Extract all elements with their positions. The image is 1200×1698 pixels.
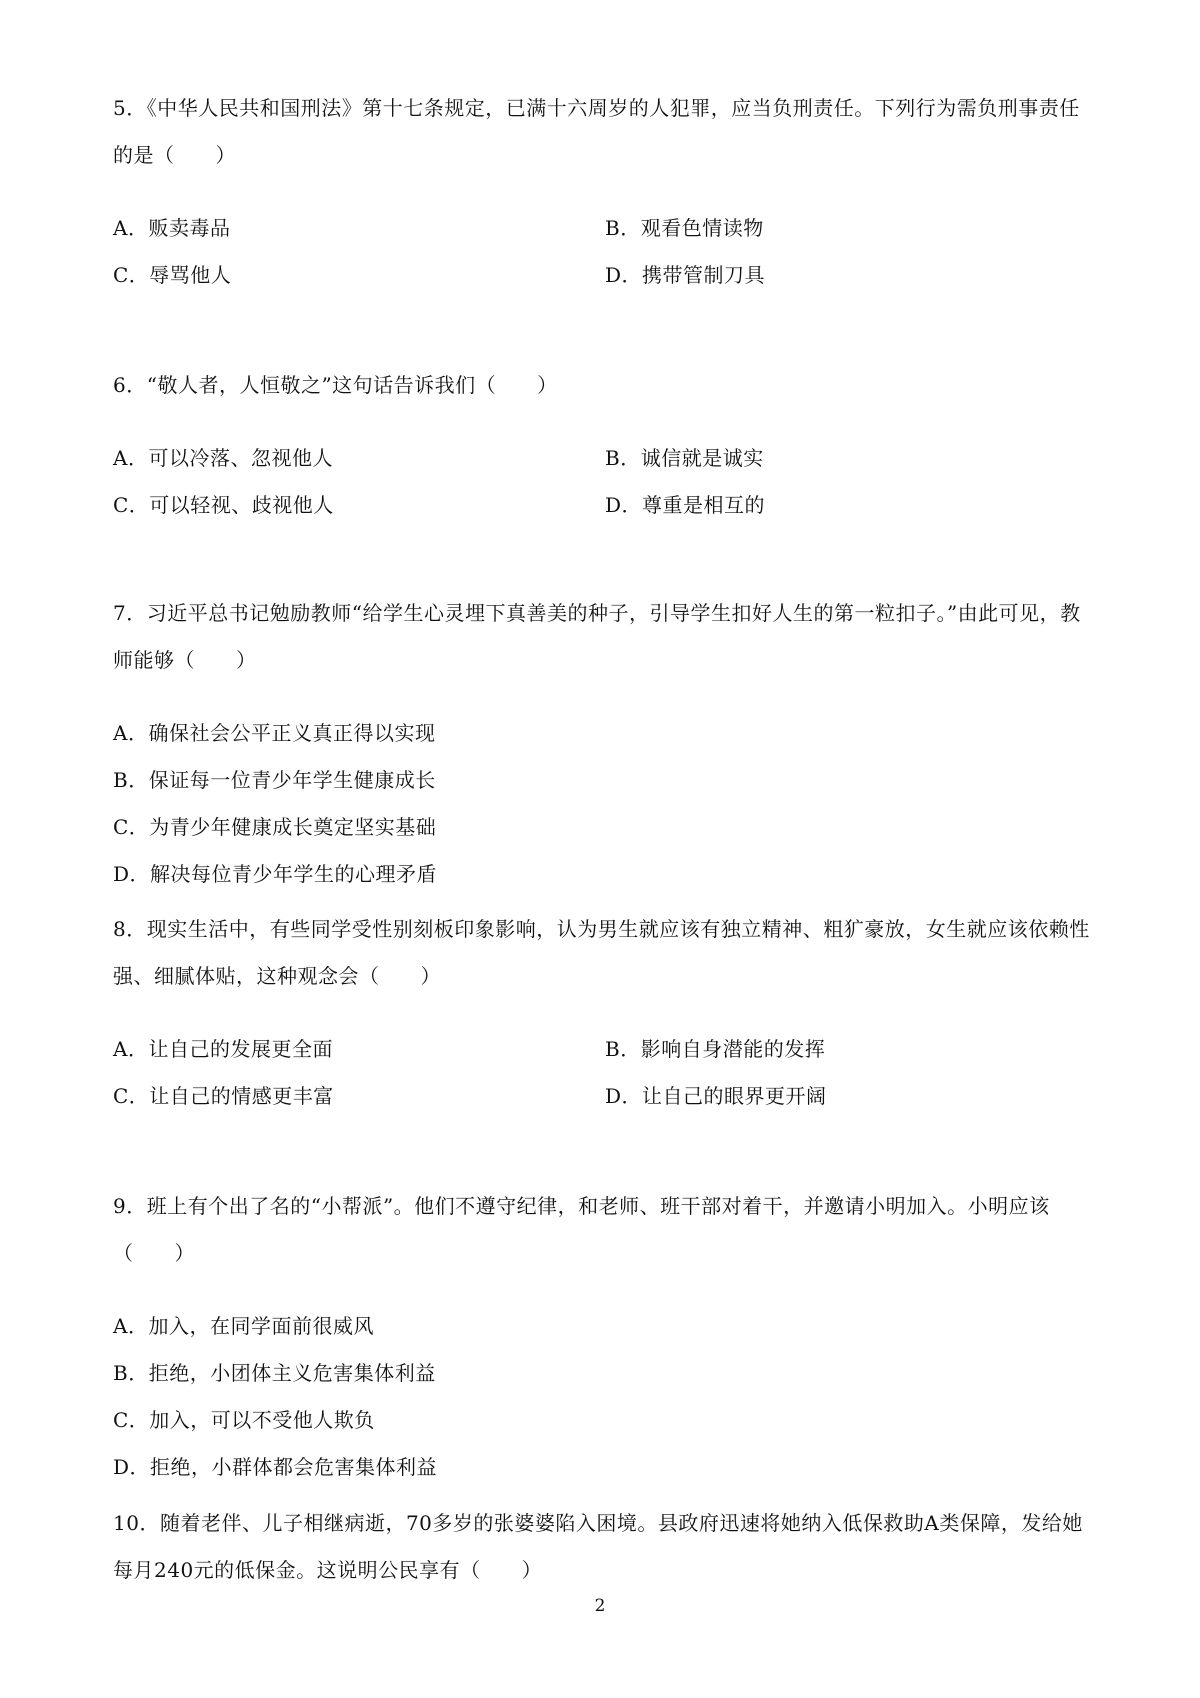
- option-a: A．确保社会公平正义真正得以实现: [113, 721, 436, 745]
- option-a: A．让自己的发展更全面: [113, 1037, 333, 1061]
- option-b: B．诚信就是诚实: [605, 446, 764, 470]
- question-stem: 8．现实生活中，有些同学受性别刻板印象影响，认为男生就应该有独立精神、粗犷豪放，女生就应该依赖性强、细腻体贴，这种观念会（ ）: [113, 917, 1090, 988]
- question-stem: 6．“敬人者，人恒敬之”这句话告诉我们（ ）: [113, 373, 558, 397]
- option-d: D．拒绝，小群体都会危害集体利益: [113, 1455, 438, 1479]
- question-7: [113, 590, 1093, 896]
- question-stem: 5．《中华人民共和国刑法》第十七条规定，已满十六周岁的人犯罪，应当负刑责任。下列行为需负刑事责任的是（ ）: [113, 96, 1080, 167]
- option-b: B．影响自身潜能的发挥: [605, 1037, 826, 1061]
- question-stem: 7．习近平总书记勉励教师“给学生心灵埋下真善美的种子，引导学生扣好人生的第一粒扣子。”由此可见，教师能够（ ）: [113, 601, 1081, 672]
- question-10: [113, 1500, 1093, 1594]
- options: [113, 433, 1093, 527]
- option-a: A．可以冷落、忽视他人: [113, 446, 333, 470]
- option-b: B．拒绝，小团体主义危害集体利益: [113, 1361, 436, 1385]
- options: [113, 1301, 1093, 1489]
- question-stem: 9．班上有个出了名的“小帮派”。他们不遵守纪律，和老师、班干部对着干，并邀请小明加入。小明应该（ ）: [113, 1194, 1050, 1265]
- option-b: B．观看色情读物: [605, 216, 764, 240]
- option-c: C．为青少年健康成长奠定坚实基础: [113, 815, 437, 839]
- question-9: [113, 1183, 1093, 1489]
- options: [113, 203, 1093, 297]
- option-d: D．携带管制刀具: [605, 263, 766, 287]
- question-8: [113, 906, 1093, 1118]
- question-5: [113, 85, 1093, 297]
- option-c: C．让自己的情感更丰富: [113, 1084, 334, 1108]
- option-d: D．解决每位青少年学生的心理矛盾: [113, 862, 438, 886]
- question-6: [113, 362, 1093, 527]
- page-number: 2: [594, 1596, 606, 1616]
- option-d: D．让自己的眼界更开阔: [605, 1084, 827, 1108]
- options: [113, 1024, 1093, 1118]
- option-c: C．加入，可以不受他人欺负: [113, 1408, 375, 1432]
- question-stem: 10．随着老伴、儿子相继病逝，70多岁的张婆婆陷入困境。县政府迅速将她纳入低保救助A类保障，发给她每月240元的低保金。这说明公民享有（ ）: [113, 1511, 1083, 1582]
- option-d: D．尊重是相互的: [605, 493, 766, 517]
- option-a: A．加入，在同学面前很威风: [113, 1314, 374, 1338]
- option-a: A．贩卖毒品: [113, 216, 231, 240]
- option-c: C．可以轻视、歧视他人: [113, 493, 334, 517]
- option-c: C．辱骂他人: [113, 263, 232, 287]
- options: [113, 708, 1093, 896]
- option-b: B．保证每一位青少年学生健康成长: [113, 768, 436, 792]
